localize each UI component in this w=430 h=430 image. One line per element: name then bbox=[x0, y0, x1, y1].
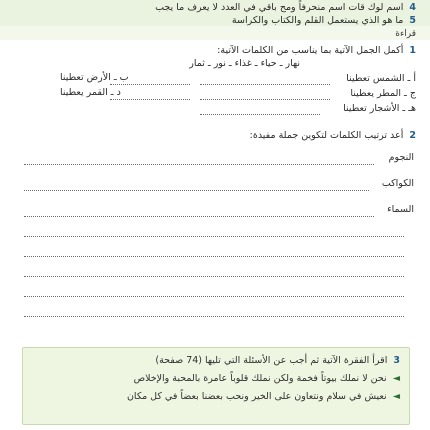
answer-line-dots[interactable] bbox=[24, 164, 374, 165]
answer-line-label: النجوم bbox=[388, 152, 414, 163]
question-2 bbox=[250, 130, 416, 142]
passage-line bbox=[134, 373, 400, 385]
passage-line-text: نحن لا نملك بيوتاً فخمة ولكن نملك قلوباً عامرة بالمحبة والإخلاص bbox=[133, 373, 387, 384]
question-2-number: 2 bbox=[409, 130, 416, 141]
fill-line-dots[interactable] bbox=[200, 84, 330, 85]
question-4 bbox=[16, 2, 416, 14]
passage-line-text: نعيش في سلام ونتعاون على الخير ونحب بعضنا بعضاً في كل مكان bbox=[126, 391, 387, 402]
answer-line-dots[interactable] bbox=[24, 216, 374, 217]
answer-line-dots[interactable] bbox=[24, 190, 369, 191]
answer-line-dots[interactable] bbox=[24, 256, 404, 257]
question-4-number: 4 bbox=[409, 2, 416, 13]
top-instruction-band-lower bbox=[0, 26, 430, 40]
answer-line-dots[interactable] bbox=[24, 316, 404, 317]
question-4-text: اسم لوك قات اسم منحرفاً ومح باقي في العدد لا يعرف ما يجب bbox=[155, 2, 404, 13]
fill-line-dots[interactable] bbox=[200, 99, 330, 100]
fill-line-label: د ـ القمر يعطينا bbox=[60, 87, 121, 98]
answer-line-dots[interactable] bbox=[24, 236, 404, 237]
answer-line-dots[interactable] bbox=[24, 296, 404, 297]
answer-line-dots[interactable] bbox=[24, 276, 404, 277]
question-1 bbox=[217, 45, 416, 57]
question-1-text: أكمل الجمل الآتية بما يناسب من الكلمات الآتية: bbox=[217, 45, 404, 56]
fill-line-label: أ ـ الشمس تعطينا bbox=[346, 73, 416, 84]
question-5-text: ما هو الذي يستعمل القلم والكتاب والكراسة bbox=[231, 15, 404, 26]
question-5-number: 5 bbox=[409, 15, 416, 26]
bullet-icon: ◄ bbox=[392, 373, 400, 384]
answer-line-label: الكواكب bbox=[381, 178, 414, 189]
fill-line-label: هـ ـ الأشجار تعطينا bbox=[343, 103, 416, 114]
passage-line bbox=[127, 391, 400, 403]
section-heading: قراءة bbox=[395, 29, 416, 39]
question-3-text: اقرأ الفقرة الآتية ثم أجب عن الأسئلة التي تليها (74 صفحة) bbox=[155, 355, 388, 366]
question-3-number: 3 bbox=[393, 355, 400, 366]
answer-line-label: السماء bbox=[387, 204, 414, 215]
question-1-number: 1 bbox=[409, 45, 416, 56]
question-2-text: أعد ترتيب الكلمات لتكوين جملة مفيدة: bbox=[249, 130, 404, 141]
fill-line-label: ج ـ المطر يعطينا bbox=[350, 88, 416, 99]
fill-line-dots[interactable] bbox=[110, 99, 190, 100]
word-bank: نهار ـ حياء ـ غذاء ـ نور ـ ثمار bbox=[189, 58, 300, 69]
bullet-icon: ◄ bbox=[392, 391, 400, 402]
fill-line-dots[interactable] bbox=[110, 84, 190, 85]
fill-line-label: ب ـ الأرض تعطينا bbox=[60, 72, 129, 83]
fill-line-dots[interactable] bbox=[200, 114, 320, 115]
question-5 bbox=[36, 15, 416, 27]
question-3 bbox=[155, 355, 400, 367]
